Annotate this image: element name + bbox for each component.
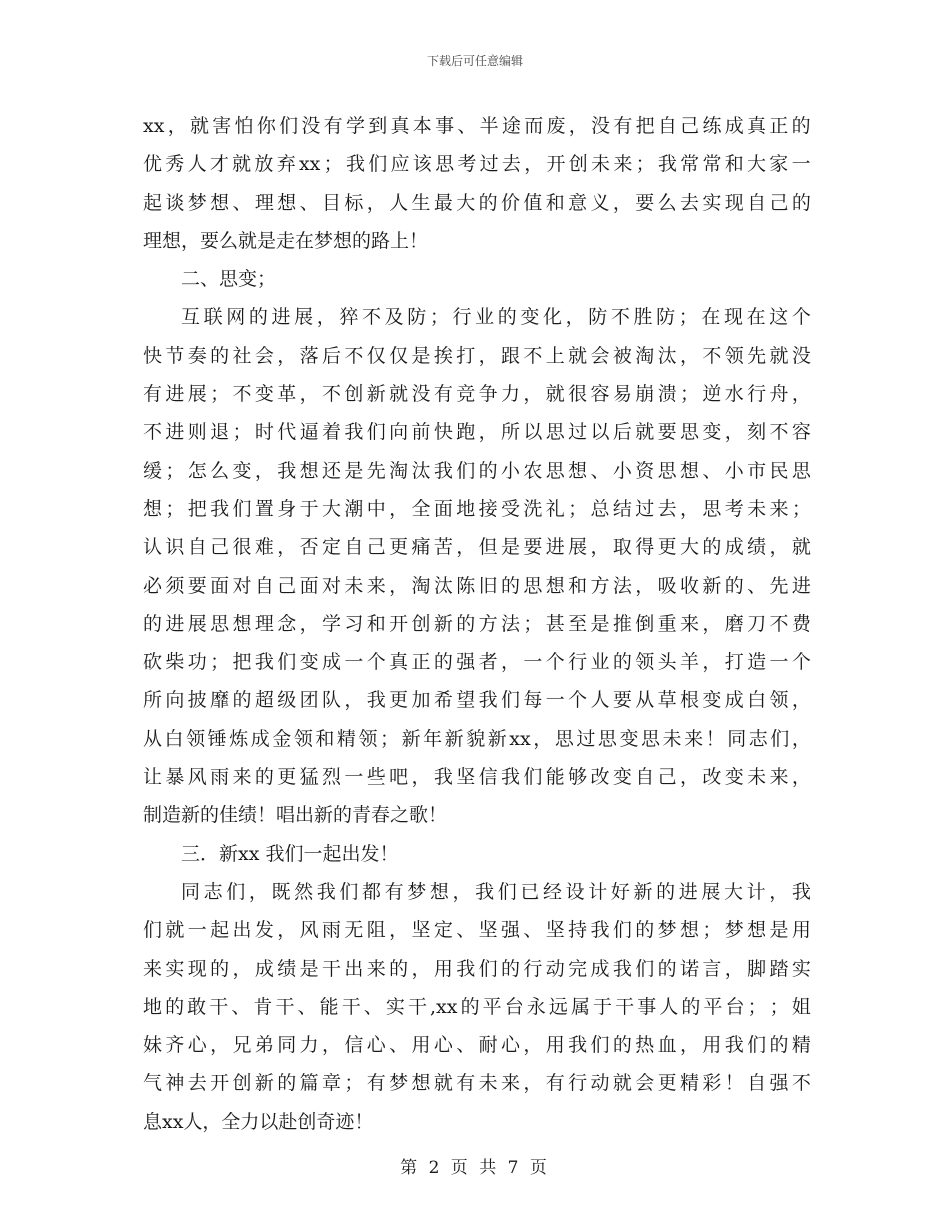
- paragraph-line: 想 ； 把 我 们 置 身 于 大 潮 中 ， 全 面 地 接 受 洗 礼 ； 总 结 过 去 ， 思 考 未 来 ；: [143, 497, 811, 520]
- paragraph-line: 地 的 敢 干 、 肯 干 、 能 干 、 实 干 ,xx 的 平 台 永 远 属 于 干 事 人 的 平 台 ； ； 姐: [143, 995, 811, 1018]
- paragraph-line: 来 实 现 的 ， 成 绩 是 干 出 来 的 ， 用 我 们 的 行 动 完 成 我 们 的 诺 言 ， 脚 踏 实: [143, 957, 811, 980]
- paragraph-line: 必 须 要 面 对 自 己 面 对 未 来 ， 淘 汰 陈 旧 的 思 想 和 方 法 ， 吸 收 新 的 、 先 进: [143, 574, 811, 597]
- paragraph-line: 缓 ； 怎 么 变 ， 我 想 还 是 先 淘 汰 我 们 的 小 农 思 想 、 小 资 思 想 、 小 市 民 思: [143, 459, 811, 482]
- paragraph-line: 认 识 自 己 很 难 ， 否 定 自 己 更 痛 苦 ， 但 是 要 进 展 ， 取 得 更 大 的 成 绩 ， 就: [143, 536, 811, 559]
- paragraph-line: 气 神 去 开 创 新 的 篇 章 ； 有 梦 想 就 有 未 来 ， 有 行 动 就 会 更 精 彩 ！ 自 强 不: [143, 1072, 811, 1095]
- paragraph-line: 的 进 展 思 想 理 念 ， 学 习 和 开 创 新 的 方 法 ； 甚 至 是 推 倒 重 来 ， 磨 刀 不 费: [143, 612, 811, 635]
- page-header: 下载后可任意编辑: [426, 54, 523, 68]
- paragraph-line: 制造新的佳绩！唱出新的青春之歌！: [143, 804, 448, 827]
- paragraph-line: 快 节 奏 的 社 会 ， 落 后 不 仅 仅 是 挨 打 ， 跟 不 上 就 会 被 淘 汰 ， 不 领 先 就 没: [143, 344, 811, 367]
- paragraph-line: 所 向 披 靡 的 超 级 团 队 ， 我 更 加 希 望 我 们 每 一 个 人 要 从 草 根 变 成 白 领 ，: [143, 689, 811, 712]
- page-number: 第 2 页 共 7 页: [400, 1158, 550, 1178]
- paragraph-line: 从 白 领 锤 炼 成 金 领 和 精 领 ； 新 年 新 貌 新 xx ， 思 过 思 变 思 未 来 ！ 同 志 们 ，: [143, 727, 811, 750]
- paragraph-line: 让 暴 风 雨 来 的 更 猛 烈 一 些 吧 ， 我 坚 信 我 们 能 够 改 变 自 己 ， 改 变 未 来 ，: [143, 766, 811, 789]
- paragraph-line: 同 志 们 ， 既 然 我 们 都 有 梦 想 ， 我 们 已 经 设 计 好 新 的 进 展 大 计 ， 我: [181, 880, 811, 903]
- paragraph-line: 不 进 则 退 ； 时 代 逼 着 我 们 向 前 快 跑 ， 所 以 思 过 以 后 就 要 思 变 ， 刻 不 容: [143, 421, 811, 444]
- paragraph-line: 优 秀 人 才 就 放 弃 xx ； 我 们 应 该 思 考 过 去 ， 开 创 未 来 ； 我 常 常 和 大 家 一: [143, 153, 811, 176]
- paragraph-line: 砍 柴 功 ； 把 我 们 变 成 一 个 真 正 的 强 者 ， 一 个 行 业 的 领 头 羊 ， 打 造 一 个: [143, 651, 811, 674]
- paragraph-line: xx ， 就 害 怕 你 们 没 有 学 到 真 本 事 、 半 途 而 废 ， 没 有 把 自 己 练 成 真 正 的: [143, 115, 811, 137]
- paragraph-line: 理想，要么就是走在梦想的路上！: [143, 229, 429, 252]
- paragraph-line: 互 联 网 的 进 展 ， 猝 不 及 防 ； 行 业 的 变 化 ， 防 不 胜 防 ； 在 现 在 这 个: [181, 306, 811, 329]
- paragraph-line: 有 进 展 ； 不 变 革 ， 不 创 新 就 没 有 竞 争 力 ， 就 很 容 易 崩 溃 ； 逆 水 行 舟 ，: [143, 383, 811, 406]
- paragraph-line: 息xx人，全力以赴创奇迹！: [143, 1110, 374, 1133]
- section-heading: 三．新xx 我们一起出发！: [181, 842, 399, 865]
- document-body: [143, 107, 811, 1141]
- paragraph-line: 起 谈 梦 想 、 理 想 、 目 标 ， 人 生 最 大 的 价 值 和 意 义 ， 要 么 去 实 现 自 己 的: [143, 191, 811, 214]
- paragraph-line: 们 就 一 起 出 发 ， 风 雨 无 阻 ， 坚 定 、 坚 强 、 坚 持 我 们 的 梦 想 ； 梦 想 是 用: [143, 919, 811, 942]
- section-heading: 二、思变；: [181, 268, 277, 291]
- paragraph-line: 妹 齐 心 ， 兄 弟 同 力 ， 信 心 、 用 心 、 耐 心 ， 用 我 们 的 热 血 ， 用 我 们 的 精: [143, 1034, 811, 1057]
